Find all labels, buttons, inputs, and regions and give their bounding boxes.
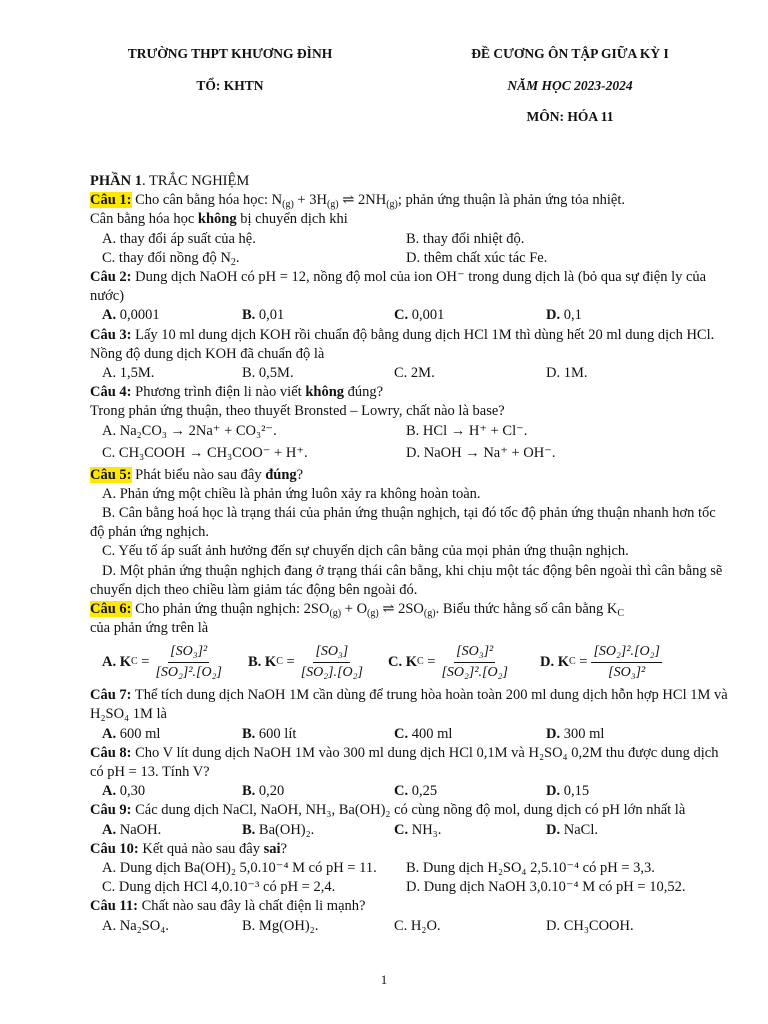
option-b: B. 0,20: [242, 783, 285, 800]
question-3-options: [90, 364, 730, 383]
option-b: B. thay đổi nhiệt độ.: [406, 230, 525, 247]
option-d: D. CH₃COOH.: [546, 917, 634, 934]
option-c: C. 0,25: [394, 783, 438, 800]
question-6-line2: của phản ứng trên là: [90, 620, 209, 637]
option-a: A. thay đổi áp suất của hệ.: [102, 230, 256, 247]
option-a: A. 1,5M.: [102, 364, 155, 381]
question-11-options: [90, 917, 730, 936]
question-9: Câu 9: Các dung dịch NaCl, NaOH, NH₃, Ba(OH)₂ có cùng nồng độ mol, dung dịch có pH lớn nhất là: [90, 802, 686, 819]
question-label: Câu 6:: [90, 600, 132, 617]
section-heading: PHẦN 1. TRẮC NGHIỆM: [90, 173, 250, 189]
question-label: Câu 8:: [90, 744, 132, 761]
question-label: Câu 5:: [90, 466, 132, 483]
option-b: B. Mg(OH)₂.: [242, 917, 319, 934]
question-7-options: [90, 725, 730, 744]
question-10-options-row2: [90, 878, 730, 897]
option-a: A. 600 ml: [102, 725, 161, 742]
question-5: Câu 5: Phát biểu nào sau đây đúng?: [90, 466, 304, 483]
option-b: B. K C = $\frac{\text{[SO₃]}}{\text{[SO₂].[O₂]}}$: [248, 643, 363, 680]
subject: MÔN: HÓA 11: [526, 109, 614, 124]
group-name: TỔ: KHTN: [196, 78, 264, 93]
question-1-line2: Cân bằng hóa học không bị chuyển dịch khi: [90, 211, 348, 228]
question-8: Câu 8: Cho V lít dung dịch NaOH 1M vào 300 ml dung dịch HCl 0,1M và H₂SO₄ 0,2M thu được dung dịch có pH = 13. Tính V?: [90, 744, 719, 781]
option-a: A. Na₂SO₄.: [102, 917, 169, 934]
question-4-line2: Trong phản ứng thuận, theo thuyết Bronsted – Lowry, chất nào là base?: [90, 403, 505, 420]
question-1: Câu 1: Cho cân bằng hóa học: $N_{(g)} + 3H_{(g)}$ ⇌ $2NH_{(g)}$; phản ứng thuận là phản ứng tỏa nhiệt.: [90, 192, 626, 211]
option-d: D. 0,15: [546, 783, 590, 800]
question-11: Câu 11: Chất nào sau đây là chất điện li mạnh?: [90, 898, 366, 915]
question-4-options-row1: [90, 422, 730, 444]
question-6: Câu 6: Cho phản ứng thuận nghịch: $2SO_{(g)} + O_{(g)}$ ⇌ $2SO_{(g)}$. Biểu thức hằng số cân bằng $K_C$: [90, 600, 625, 619]
option-c: C. 400 ml: [394, 725, 453, 742]
option-b: B. 600 lít: [242, 725, 297, 742]
question-1-options-row2: [90, 249, 730, 268]
question-5-option-c: C. Yếu tố áp suất ảnh hưởng đến sự chuyển dịch cân bằng của mọi phản ứng thuận nghịch.: [102, 543, 629, 560]
question-label: Câu 3:: [90, 326, 132, 343]
option-b: B. 0,01: [242, 307, 285, 324]
question-8-options: [90, 782, 730, 801]
option-c: C. K C = $\frac{\text{[SO₃]²}}{\text{[SO₂]².[O₂]}}$: [388, 643, 508, 680]
option-a: A. NaOH.: [102, 821, 162, 838]
question-6-options: [90, 638, 730, 686]
option-c: C. thay đổi nồng độ $N_2$.: [102, 249, 240, 268]
option-d: D. NaCl.: [546, 821, 598, 838]
question-label: Câu 10:: [90, 840, 139, 857]
option-c: C. H₂O.: [394, 917, 441, 934]
school-name: TRƯỜNG THPT KHƯƠNG ĐÌNH: [127, 46, 333, 61]
option-b: B. Dung dịch H₂SO₄ 2,5.10⁻⁴ có pH = 3,3.: [406, 860, 655, 877]
question-label: Câu 4:: [90, 384, 132, 401]
page-number: 1: [380, 972, 388, 987]
option-b: B. HCl → H⁺ + Cl⁻.: [406, 422, 528, 439]
document-title: ĐỀ CƯƠNG ÔN TẬP GIỮA KỲ I: [471, 46, 669, 61]
option-c: C. Dung dịch HCl 4,0.10⁻³ có pH = 2,4.: [102, 879, 336, 896]
option-a: A. Na₂CO₃ → 2Na⁺ + CO₃²⁻.: [102, 422, 277, 439]
option-a: A. 0,30: [102, 783, 146, 800]
question-label: Câu 7:: [90, 687, 132, 704]
question-label: Câu 1:: [90, 192, 132, 209]
option-a: A. 0,0001: [102, 307, 160, 324]
option-c: C. 0,001: [394, 307, 445, 324]
question-1-options-row1: [90, 230, 730, 249]
question-2-options: [90, 306, 730, 325]
question-10-options-row1: [90, 859, 730, 878]
question-5-option-d: D. Một phản ứng thuận nghịch đang ở trạng thái cân bằng, khi chịu một tác động bên ngoài thì cân bằng sẽ chuyển dịch theo chiều làm giảm tác động bên ngoài đó.: [90, 562, 723, 598]
option-d: D. Dung dịch NaOH 3,0.10⁻⁴ M có pH = 10,52.: [406, 879, 686, 896]
option-b: B. 0,5M.: [242, 364, 294, 381]
question-3: Câu 3: Lấy 10 ml dung dịch KOH rồi chuẩn độ bằng dung dịch HCl 1M thì dùng hết 20 ml dung dịch HCl. Nồng độ dung dịch KOH đã chuẩn độ là: [90, 326, 715, 362]
question-4-options-row2: [90, 444, 730, 466]
option-d: D. NaOH → Na⁺ + OH⁻.: [406, 444, 556, 461]
question-2: Câu 2: Dung dịch NaOH có pH = 12, nồng độ mol của ion OH⁻ trong dung dịch là (bỏ qua sự điện ly của nước): [90, 268, 707, 305]
question-label: Câu 11:: [90, 898, 138, 915]
option-b: B. Ba(OH)₂.: [242, 821, 315, 838]
question-7: Câu 7: Thể tích dung dịch NaOH 1M cần dùng để trung hòa hoàn toàn 200 ml dung dịch hỗn hợp HCl 1M và H₂SO₄ 1M là: [90, 687, 728, 723]
question-label: Câu 2:: [90, 268, 132, 285]
option-c: C. 2M.: [394, 364, 435, 381]
option-a: A. Dung dịch Ba(OH)₂ 5,0.10⁻⁴ M có pH = 11.: [102, 860, 377, 877]
option-d: D. thêm chất xúc tác Fe.: [406, 249, 548, 266]
option-c: C. NH₃.: [394, 821, 442, 838]
option-d: D. 0,1: [546, 307, 582, 324]
option-d: D. 1M.: [546, 364, 588, 381]
option-c: C. CH₃COOH → CH₃COO⁻ + H⁺.: [102, 444, 308, 461]
question-5-option-b: B. Cân bằng hoá học là trạng thái của phản ứng thuận nghịch, tại đó tốc độ phản ứng thuận nhanh hơn tốc độ phản ứng nghịch.: [90, 504, 716, 541]
question-label: Câu 9:: [90, 802, 132, 819]
option-d: D. K C = $\frac{\text{[SO₂]².[O₂]}}{\text{[SO₃]²}}$: [540, 643, 660, 680]
question-4: Câu 4: Phương trình điện li nào viết không đúng?: [90, 384, 384, 401]
option-d: D. 300 ml: [546, 725, 605, 742]
question-9-options: [90, 821, 730, 840]
question-10: Câu 10: Kết quả nào sau đây sai?: [90, 840, 287, 857]
option-a: A. K C = $\frac{\text{[SO₃]²}}{\text{[SO₂]².[O₂]}}$: [102, 643, 222, 680]
exam-content: [90, 172, 730, 936]
school-year: NĂM HỌC 2023-2024: [507, 78, 633, 93]
question-5-option-a: A. Phản ứng một chiều là phản ứng luôn xảy ra không hoàn toàn.: [102, 485, 481, 502]
